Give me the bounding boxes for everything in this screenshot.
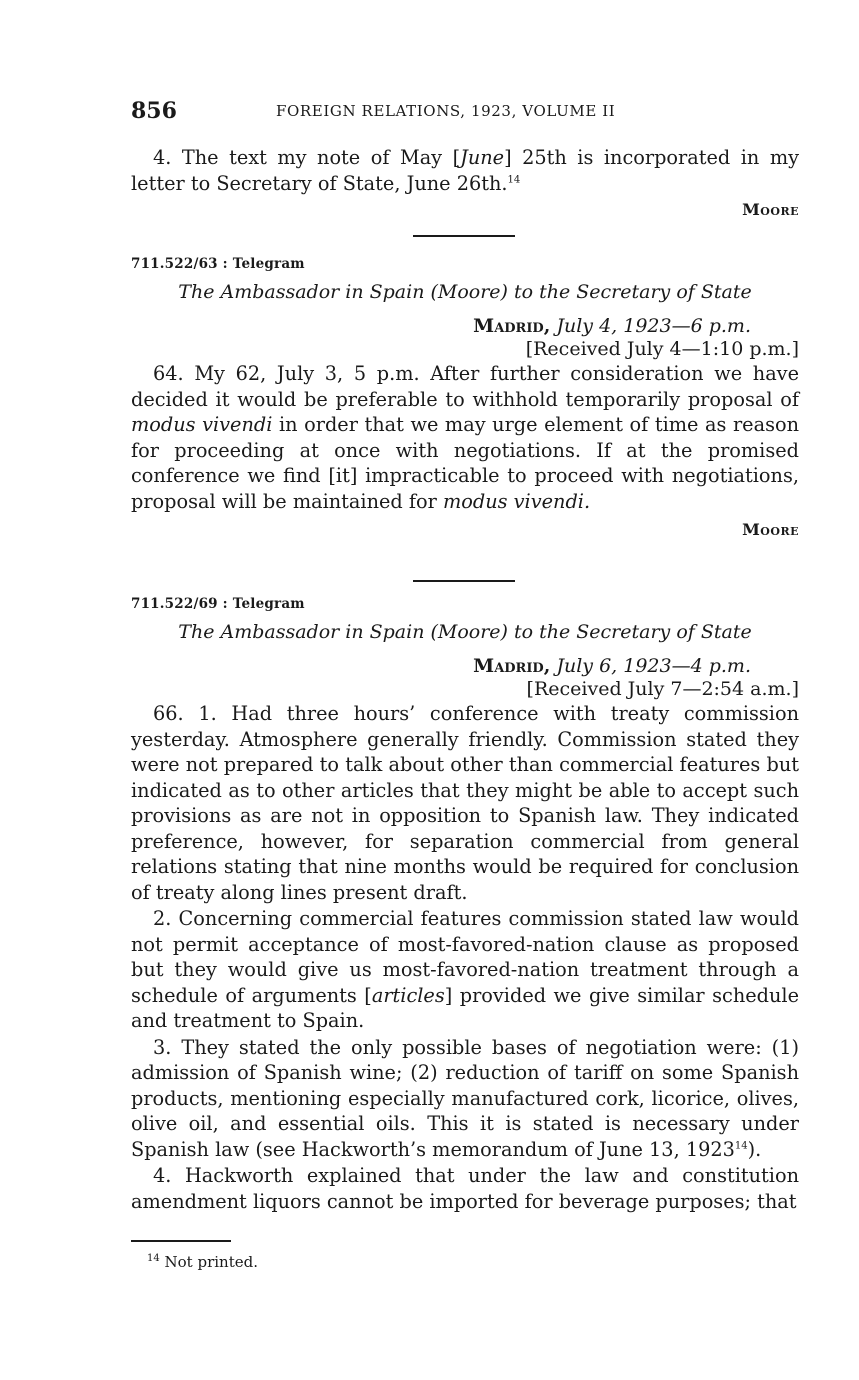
telegram-document-2 bbox=[131, 596, 799, 1214]
continuation-section bbox=[131, 145, 799, 219]
telegram-document-1 bbox=[131, 256, 799, 539]
received-line: [Received July 4—1:10 p.m.] bbox=[525, 338, 799, 360]
section-divider bbox=[413, 235, 515, 237]
telegram-paragraph bbox=[131, 361, 799, 514]
document-title: The Ambassador in Spain (Moore) to the Secretary of State bbox=[178, 621, 752, 643]
document-title: The Ambassador in Spain (Moore) to the Secretary of State bbox=[178, 281, 752, 303]
text-run: 2. Concerning commercial features commission stated law would not permit acceptance of most-favored-nation clause as proposed but they would give us most-favored-nation treatment through a schedule of arguments [ bbox=[131, 907, 799, 1007]
dateline-place: Madrid, bbox=[473, 655, 551, 677]
received-line: [Received July 7—2:54 a.m.] bbox=[526, 678, 799, 700]
signature: Moore bbox=[742, 200, 799, 219]
italic-run: June bbox=[460, 146, 505, 169]
file-number: 711.522/69 : Telegram bbox=[131, 596, 305, 612]
footnote bbox=[147, 1253, 815, 1271]
footnote-divider bbox=[131, 1240, 231, 1242]
section-divider bbox=[413, 580, 515, 582]
footnote-text: Not printed. bbox=[164, 1253, 258, 1271]
page-number: 856 bbox=[131, 98, 177, 124]
telegram-paragraph-3 bbox=[131, 1035, 799, 1163]
text-run: ] 25th is incorporated in my letter to Secretary of State, June 26th. bbox=[131, 146, 799, 195]
dateline bbox=[131, 315, 799, 337]
telegram-paragraph-1: 66. 1. Had three hours’ conference with treaty commission yesterday. Atmosphere generally friendly. Commission stated they were not prepared to talk about other than commercial features but indicated as to other articles that they might be able to accept such provisions as are not in opposition to Spanish law. They indicated preference, however, for separation commercial from general relations stating that nine months would be required for conclusion of treaty along lines present draft. bbox=[131, 702, 799, 904]
dateline-place: Madrid, bbox=[473, 315, 551, 337]
text-run: 3. They stated the only possible bases of negotiation were: (1) admission of Spanish wine; (2) reduction of tariff on some Spanish products, mentioning especially manufactured cork, licorice, olives, olive oil, and essential oils. This it is stated is necessary under Spanish law (see Hackworth’s memorandum of June 13, 1923 bbox=[131, 1035, 799, 1161]
signature: Moore bbox=[742, 520, 799, 539]
footnote-ref: 14 bbox=[507, 174, 521, 186]
text-run: in order that we may urge element of time as reason for proceeding at once with negotiations. If at the promised conference we find [it] impracticable to proceed with negotiations, proposal will be maintained for bbox=[131, 413, 799, 513]
dateline-date: July 4, 1923—6 p.m. bbox=[556, 315, 751, 337]
telegram-paragraph-2 bbox=[131, 906, 799, 1034]
text-run: 4. The text my note of May [ bbox=[153, 146, 461, 169]
footnote-ref: 14 bbox=[734, 1140, 748, 1152]
italic-run: modus vivendi. bbox=[442, 489, 591, 513]
footnote-marker: 14 bbox=[147, 1253, 160, 1264]
continuation-paragraph bbox=[131, 145, 799, 196]
italic-run: articles bbox=[371, 983, 445, 1007]
running-head: FOREIGN RELATIONS, 1923, VOLUME II bbox=[276, 102, 616, 120]
text-run: 64. My 62, July 3, 5 p.m. After further consideration we have decided it would be preferable to withhold temporarily proposal of bbox=[131, 362, 799, 411]
italic-run: modus vivendi bbox=[131, 413, 273, 436]
text-run: ] provided we give similar schedule and treatment to Spain. bbox=[131, 983, 799, 1032]
text-run: ). bbox=[747, 1137, 762, 1161]
dateline-date: July 6, 1923—4 p.m. bbox=[556, 655, 751, 677]
page-header bbox=[131, 98, 799, 124]
telegram-paragraph-4: 4. Hackworth explained that under the law and constitution amendment liquors cannot be imported for beverage purposes; that bbox=[131, 1164, 799, 1213]
file-number: 711.522/63 : Telegram bbox=[131, 256, 305, 272]
dateline bbox=[131, 655, 799, 677]
